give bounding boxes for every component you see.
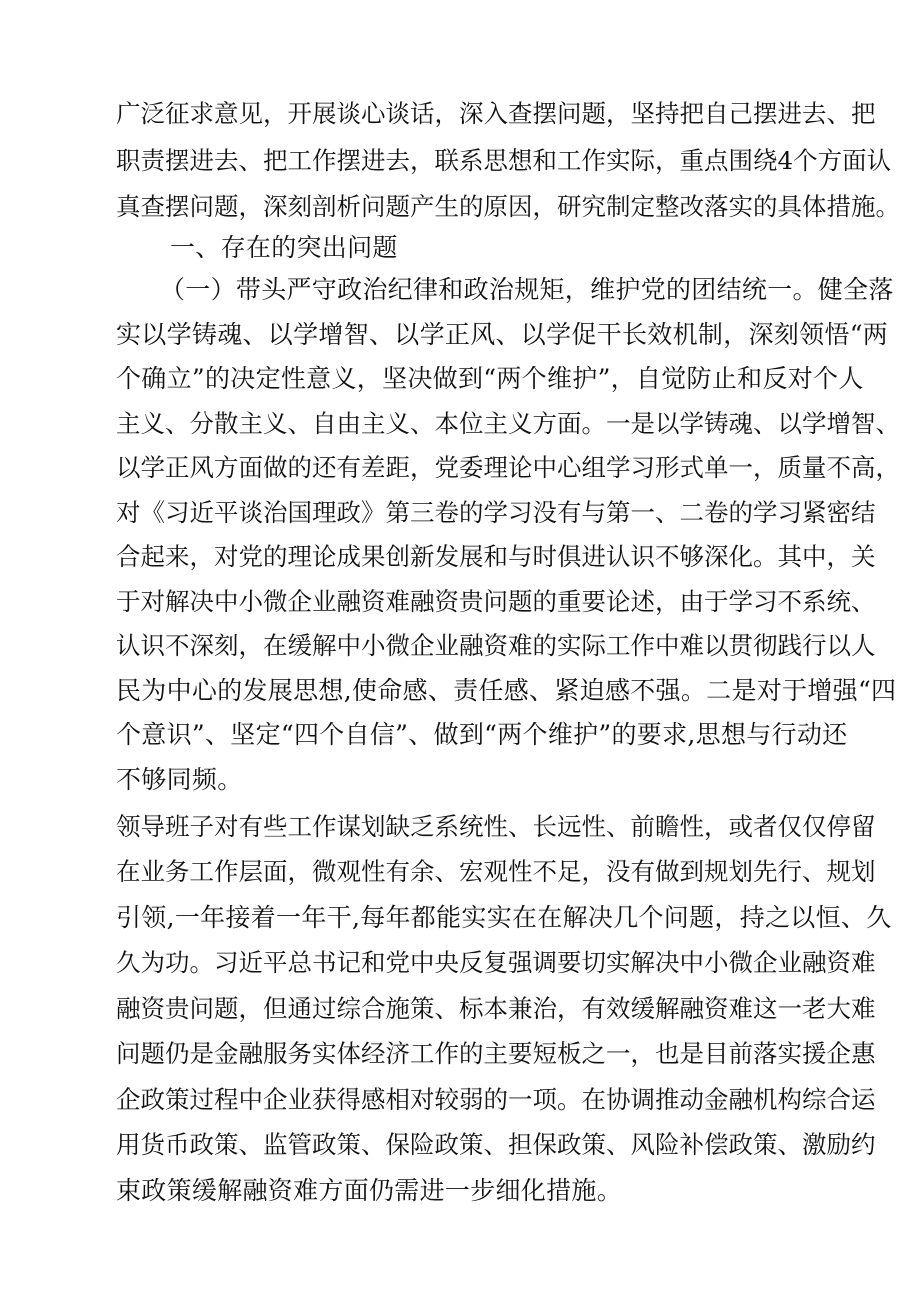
- text-line: 领导班子对有些工作谋划缺乏系统性、长远性、前瞻性，或者仅仅停留: [116, 812, 876, 841]
- subsection-heading-line: （一）带头严守政治纪律和政治规矩，维护党的团结统一。健全落: [160, 275, 894, 304]
- text-line: 在业务工作层面，微观性有余、宏观性不足，没有做到规划先行、规划: [116, 857, 876, 886]
- text-line: 融资贵问题，但通过综合施策、标本兼治，有效缓解融资难这一老大难: [116, 994, 876, 1023]
- section-heading: 一、存在的突出问题: [170, 233, 398, 262]
- text-line: 民为中心的发展思想,使命感、责任感、紧迫感不强。二是对于增强“四: [116, 676, 897, 705]
- text-line: 于对解决中小微企业融资难融资贵问题的重要论述，由于学习不系统、: [116, 587, 876, 616]
- text-line: 合起来，对党的理论成果创新发展和与时俱进认识不够深化。其中，关: [116, 542, 876, 571]
- text-line: 不够同频。: [116, 765, 243, 794]
- text-line: 企政策过程中企业获得感相对较弱的一项。在协调推动金融机构综合运: [116, 1085, 876, 1114]
- text-line: 久为功。习近平总书记和党中央反复强调要切实解决中小微企业融资难: [116, 948, 876, 977]
- text-line: 职责摆进去、把工作摆进去，联系思想和工作实际，重点围绕4个方面认: [116, 146, 892, 175]
- text-line: 主义、分散主义、自由主义、本位主义方面。一是以学铸魂、以学增智、: [116, 409, 900, 438]
- text-line: 认识不深刻，在缓解中小微企业融资难的实际工作中难以贯彻践行以人: [116, 631, 876, 660]
- text-line: 用货币政策、监管政策、保险政策、担保政策、风险补偿政策、激励约: [116, 1130, 876, 1159]
- text-line: 以学正风方面做的还有差距，党委理论中心组学习形式单一，质量不高，: [116, 453, 900, 482]
- text-line: 真查摆问题，深刻剖析问题产生的原因，研究制定整改落实的具体措施。: [116, 192, 900, 221]
- text-line: 广泛征求意见，开展谈心谈话，深入查摆问题，坚持把自己摆进去、把: [116, 99, 876, 128]
- text-line: 引领,一年接着一年干,每年都能实实在在解决几个问题，持之以恒、久: [116, 903, 892, 932]
- text-line: 个意识”、坚定“四个自信”、做到“两个维护”的要求,思想与行动还: [116, 720, 848, 749]
- text-line: 实以学铸魂、以学增智、以学正风、以学促干长效机制，深刻领悟“两: [116, 320, 889, 349]
- text-line: 问题仍是金融服务实体经济工作的主要短板之一，也是目前落实援企惠: [116, 1039, 876, 1068]
- text-line: 个确立”的决定性意义，坚决做到“两个维护”，自觉防止和反对个人: [116, 364, 864, 393]
- text-line: 束政策缓解融资难方面仍需进一步细化措施。: [116, 1176, 623, 1205]
- text-line: 对《习近平谈治国理政》第三卷的学习没有与第一、二卷的学习紧密结: [116, 498, 876, 527]
